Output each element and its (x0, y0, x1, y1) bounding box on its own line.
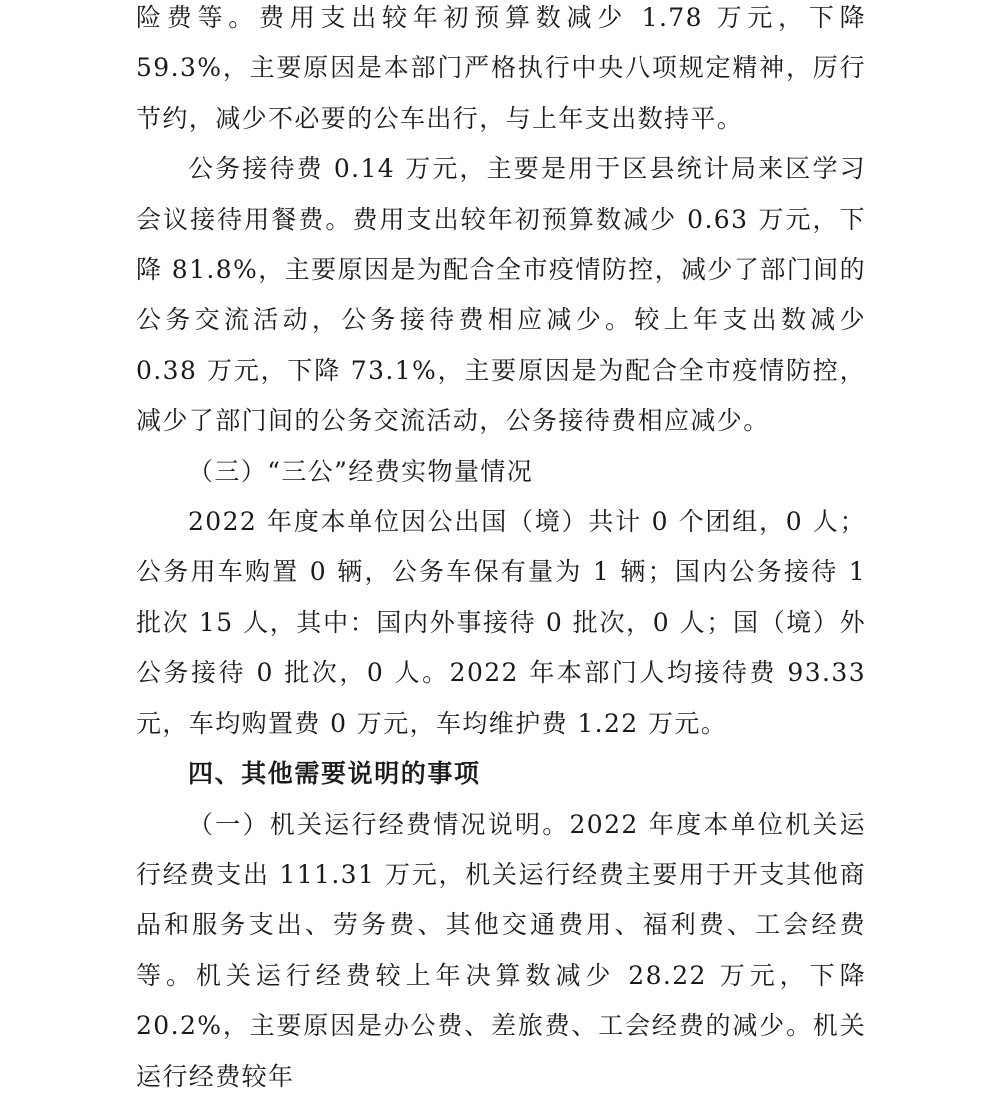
paragraph-vehicle-costs: 险费等。费用支出较年初预算数减少 1.78 万元，下降 59.3%，主要原因是本部门严格执行中央八项规定精神，厉行节约，减少不必要的公车出行，与上年支出数持平。 (136, 3, 866, 133)
paragraph-quantities: 2022 年度本单位因公出国（境）共计 0 个团组，0 人；公务用车购置 0 辆，公务车保有量为 1 辆；国内公务接待 1 批次 15 人，其中：国内外事接待 0 批次，0 人；国（境）外公务接待 0 批次，0 人。2022 年本部门人均接待费 93.33 元，车均购置费 0 万元，车均维护费 1.22 万元。 (136, 507, 866, 738)
section-heading-three-public-quantities: （三）“三公”经费实物量情况 (188, 456, 534, 486)
section-heading-other-matters: 四、其他需要说明的事项 (188, 759, 481, 789)
paragraph-operating-expenses: （一）机关运行经费情况说明。2022 年度本单位机关运行经费支出 111.31 万元，机关运行经费主要用于开支其他商品和服务支出、劳务费、其他交通费用、福利费、工会经费等。机关运行经费较上年决算数减少 28.22 万元，下降 20.2%，主要原因是办公费、差旅费、工会经费的减少。机关运行经费较年 (136, 809, 866, 1091)
document-body (136, 0, 866, 1102)
paragraph-reception-costs: 公务接待费 0.14 万元，主要是用于区县统计局来区学习会议接待用餐费。费用支出较年初预算数减少 0.63 万元，下降 81.8%，主要原因是为配合全市疫情防控，减少了部门间的公务交流活动，公务接待费相应减少。较上年支出数减少 0.38 万元，下降 73.1%，主要原因是为配合全市疫情防控，减少了部门间的公务交流活动，公务接待费相应减少。 (136, 154, 866, 436)
